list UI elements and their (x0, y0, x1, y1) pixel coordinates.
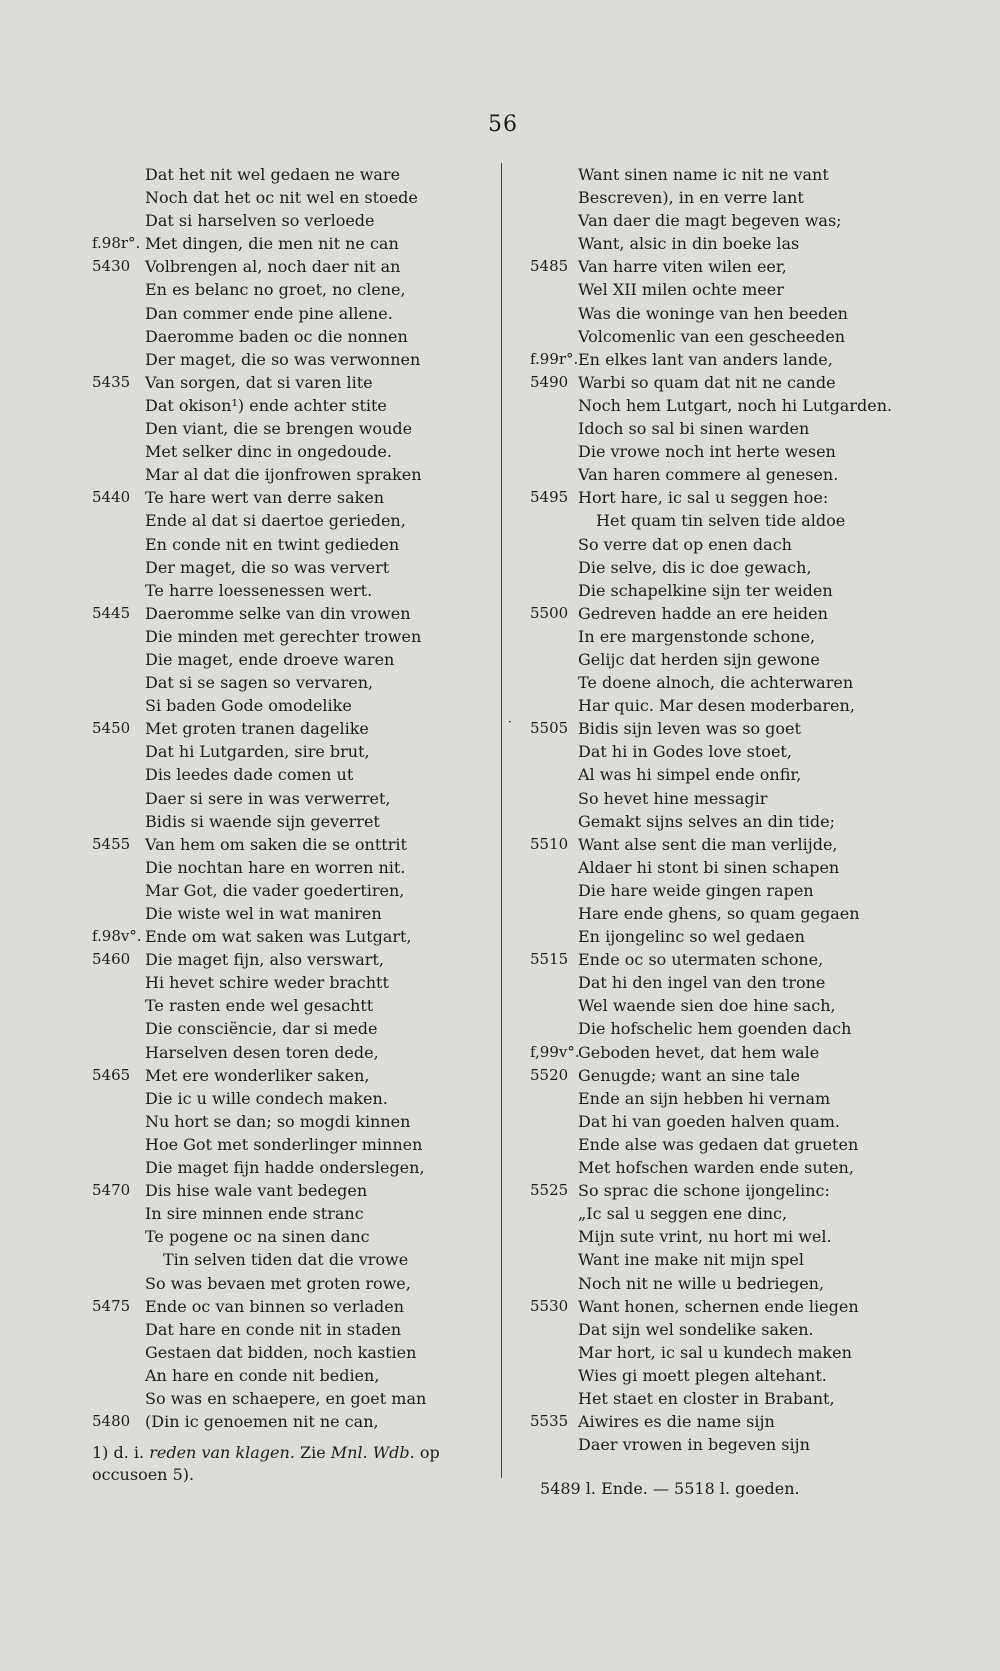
verse-line (512, 163, 982, 186)
verse-text: Dat hare en conde nit in staden (145, 1319, 402, 1339)
verse-text: Mar hort, ic sal u kundech maken (578, 1342, 852, 1362)
verse-line (512, 625, 982, 648)
line-number: 5480 (92, 1412, 131, 1431)
verse-text: Van daer die magt begeven was; (578, 211, 842, 231)
verse-text: Noch hem Lutgart, noch hi Lutgarden. (578, 395, 893, 415)
line-number: f.98r°. (92, 234, 141, 253)
page-number: 56 (488, 112, 518, 137)
verse-text: Met selker dinc in ongedoude. (145, 442, 392, 462)
verse-line (512, 579, 982, 602)
verse-line (512, 556, 982, 579)
verse-text: En es belanc no groet, no clene, (145, 280, 406, 300)
verse-line (512, 810, 982, 833)
verse-text: Die consciëncie, dar si mede (145, 1019, 378, 1039)
verse-line (0, 1272, 480, 1295)
verse-text: Noch dat het oc nit wel en stoede (145, 188, 418, 208)
line-number: 5465 (92, 1065, 131, 1084)
verse-text: Dat hi in Godes love stoet, (578, 742, 792, 762)
verse-line (512, 1433, 982, 1456)
verse-line (0, 787, 480, 810)
verse-line (512, 948, 982, 971)
verse-line (0, 209, 480, 232)
footnote (92, 1442, 482, 1486)
verse-text: Ende an sijn hebben hi vernam (578, 1088, 831, 1108)
verse-line (512, 763, 982, 786)
verse-line (0, 625, 480, 648)
line-number: 5530 (530, 1296, 569, 1315)
verse-line (512, 833, 982, 856)
verse-line (0, 394, 480, 417)
verse-line (512, 902, 982, 925)
verse-line (0, 579, 480, 602)
verse-line (512, 1341, 982, 1364)
verse-text: Ende oc so utermaten schone, (578, 950, 824, 970)
verse-text: Volbrengen al, noch daer nit an (145, 257, 401, 277)
verse-line (0, 856, 480, 879)
verse-text: Wies gi moett plegen altehant. (578, 1365, 827, 1385)
verse-text: Daeromme baden oc die nonnen (145, 326, 408, 346)
verse-line (0, 533, 480, 556)
verse-text: Dis leedes dade comen ut (145, 765, 354, 785)
verse-text: Die schapelkine sijn ter weiden (578, 580, 833, 600)
verse-text: Volcomenlic van een gescheeden (578, 326, 846, 346)
verse-text: Si baden Gode omodelike (145, 696, 352, 716)
verse-line (0, 740, 480, 763)
verse-line (0, 763, 480, 786)
verse-line (512, 787, 982, 810)
verse-line (0, 1110, 480, 1133)
line-number: 5500 (530, 603, 569, 622)
verse-line (0, 602, 480, 625)
margin-mark: · (508, 715, 512, 729)
verse-text: Die maget, ende droeve waren (145, 649, 395, 669)
verse-text: Tin selven tiden dat die vrowe (163, 1250, 409, 1270)
footnote-middle: Zie (299, 1443, 326, 1462)
verse-text: En ijongelinc so wel gedaen (578, 927, 805, 947)
verse-text: (Din ic genoemen nit ne can, (145, 1412, 379, 1432)
verse-text: Wel waende sien doe hine sach, (578, 996, 836, 1016)
verse-line (0, 694, 480, 717)
verse-text: Geboden hevet, dat hem wale (578, 1042, 820, 1062)
verse-line (0, 1364, 480, 1387)
verse-text: Met groten tranen dagelike (145, 719, 369, 739)
verse-line (512, 1179, 982, 1202)
verse-text: Ende om wat saken was Lutgart, (145, 927, 412, 947)
verse-text: Aiwires es die name sijn (578, 1412, 775, 1432)
verse-text: Noch nit ne wille u bedriegen, (578, 1273, 825, 1293)
verse-line (0, 648, 480, 671)
verse-line (0, 994, 480, 1017)
verse-text: Gestaen dat bidden, noch kastien (145, 1342, 417, 1362)
verse-text: Gedreven hadde an ere heiden (578, 603, 828, 623)
verse-text: Te doene alnoch, die achterwaren (578, 673, 854, 693)
verse-text: Bidis si waende sijn geverret (145, 811, 380, 831)
verse-line (512, 1387, 982, 1410)
verse-line (512, 740, 982, 763)
verse-text: Die maget fijn, also verswart, (145, 950, 384, 970)
verse-text: Ende alse was gedaen dat grueten (578, 1134, 859, 1154)
verse-text: Wel XII milen ochte meer (578, 280, 784, 300)
line-number: 5440 (92, 488, 131, 507)
line-number: 5475 (92, 1296, 131, 1315)
verse-text: Nu hort se dan; so mogdi kinnen (145, 1111, 411, 1131)
verse-text: Het staet en closter in Brabant, (578, 1388, 835, 1408)
verse-line (0, 948, 480, 971)
verse-line (512, 1318, 982, 1341)
verse-line (0, 463, 480, 486)
verse-text: Dat hi den ingel van den trone (578, 973, 826, 993)
verse-line (0, 371, 480, 394)
verse-text: Hort hare, ic sal u seggen hoe: (578, 488, 829, 508)
verse-line (512, 278, 982, 301)
verse-line (0, 1179, 480, 1202)
verse-text: Genugde; want an sine tale (578, 1065, 801, 1085)
verse-line (0, 509, 480, 532)
verse-line (0, 278, 480, 301)
line-number: 5450 (92, 719, 131, 738)
verse-text: Die hare weide gingen rapen (578, 880, 814, 900)
verse-line (0, 163, 480, 186)
verse-text: So verre dat op enen dach (578, 534, 792, 554)
verse-text: Die selve, dis ic doe gewach, (578, 557, 812, 577)
footnote-gloss: reden van klagen. (149, 1443, 295, 1462)
verse-text: Daer si sere in was verwerret, (145, 788, 391, 808)
verse-text: Bidis sijn leven was so goet (578, 719, 801, 739)
verse-text: Want alse sent die man verlijde, (578, 834, 838, 854)
line-number: 5510 (530, 834, 569, 853)
verse-line (0, 1156, 480, 1179)
verse-line (512, 533, 982, 556)
verse-line (0, 671, 480, 694)
verse-text: Mijn sute vrint, nu hort mi wel. (578, 1227, 832, 1247)
verse-text: Dat sijn wel sondelike saken. (578, 1319, 814, 1339)
verse-text: An hare en conde nit bedien, (145, 1365, 380, 1385)
verse-line (0, 1248, 480, 1271)
verse-line (512, 879, 982, 902)
verse-line (0, 1387, 480, 1410)
verse-line (512, 1133, 982, 1156)
verse-text: Want ine make nit mijn spel (578, 1250, 804, 1270)
verse-text: Met dingen, die men nit ne can (145, 234, 399, 254)
verse-text: Die vrowe noch int herte wesen (578, 442, 836, 462)
verse-text: Daer vrowen in begeven sijn (578, 1435, 810, 1455)
verse-text: Warbi so quam dat nit ne cande (578, 372, 836, 392)
footnote-reference: Mnl. Wdb. (330, 1443, 415, 1462)
verse-line (0, 1341, 480, 1364)
verse-text: Het quam tin selven tide aldoe (596, 511, 846, 531)
verse-line (512, 209, 982, 232)
verse-line (512, 1041, 982, 1064)
verse-text: In sire minnen ende stranc (145, 1204, 364, 1224)
verse-text: Want, alsic in din boeke las (578, 234, 800, 254)
verse-line (512, 971, 982, 994)
verse-text: Die maget fijn hadde onderslegen, (145, 1158, 425, 1178)
verse-line (0, 556, 480, 579)
column-divider (501, 163, 502, 1478)
verse-line (512, 694, 982, 717)
verse-text: Dat si harselven so verloede (145, 211, 375, 231)
verse-line (512, 232, 982, 255)
verse-text: Ende al dat si daertoe gerieden, (145, 511, 406, 531)
line-number: 5470 (92, 1181, 131, 1200)
verse-text: Gelijc dat herden sijn gewone (578, 649, 820, 669)
verse-text: Die hofschelic hem goenden dach (578, 1019, 852, 1039)
verse-text: Want honen, schernen ende liegen (578, 1296, 859, 1316)
line-number: 5515 (530, 950, 569, 969)
verse-line (0, 1318, 480, 1341)
line-number: 5460 (92, 950, 131, 969)
line-number: 5455 (92, 834, 131, 853)
footnote-marker: 1) d. i. (92, 1443, 145, 1462)
verse-text: Te hare wert van derre saken (145, 488, 385, 508)
verse-line (512, 1248, 982, 1271)
verse-line (0, 417, 480, 440)
verse-text: Die wiste wel in wat maniren (145, 904, 382, 923)
verse-text: Der maget, die so was ververt (145, 557, 390, 577)
textual-variants: 5489 l. Ende. — 5518 l. goeden. (540, 1479, 800, 1498)
verse-line (0, 1295, 480, 1318)
verse-text: Dat hi Lutgarden, sire brut, (145, 742, 370, 762)
verse-text: Idoch so sal bi sinen warden (578, 419, 810, 439)
verse-line (512, 486, 982, 509)
verse-text: In ere margenstonde schone, (578, 626, 816, 646)
verse-line (0, 325, 480, 348)
verse-text: Die ic u wille condech maken. (145, 1088, 388, 1108)
verse-line (0, 1041, 480, 1064)
verse-line (512, 648, 982, 671)
verse-line (512, 1110, 982, 1133)
verse-text: Den viant, die se brengen woude (145, 419, 413, 439)
verse-line (512, 1202, 982, 1225)
verse-text: Die minden met gerechter trowen (145, 626, 422, 646)
verse-text: „Ic sal u seggen ene dinc, (578, 1204, 788, 1224)
verse-text: Van hem om saken die se onttrit (145, 834, 407, 854)
verse-text: So sprac die schone ijongelinc: (578, 1181, 830, 1201)
line-number: 5490 (530, 372, 569, 391)
line-number: 5525 (530, 1181, 569, 1200)
verse-line (0, 440, 480, 463)
verse-text: Dat hi van goeden halven quam. (578, 1111, 841, 1131)
verse-line (512, 602, 982, 625)
verse-line (512, 1225, 982, 1248)
verse-text: Daeromme selke van din vrowen (145, 603, 411, 623)
verse-text: Gemakt sijns selves an din tide; (578, 811, 835, 831)
verse-text: Want sinen name ic nit ne vant (578, 165, 829, 184)
verse-line (0, 833, 480, 856)
verse-line (512, 1272, 982, 1295)
verse-text: Hare ende ghens, so quam gegaen (578, 904, 860, 923)
verse-line (0, 486, 480, 509)
verse-line (0, 879, 480, 902)
verse-line (512, 1410, 982, 1433)
verse-text: Dat okison¹) ende achter stite (145, 395, 387, 415)
verse-line (0, 302, 480, 325)
verse-line (512, 1064, 982, 1087)
verse-text: So was bevaen met groten rowe, (145, 1273, 411, 1293)
verse-line (0, 1410, 480, 1433)
verse-line (512, 509, 982, 532)
verse-text: Aldaer hi stont bi sinen schapen (578, 857, 840, 877)
line-number: 5495 (530, 488, 569, 507)
line-number: 5435 (92, 372, 131, 391)
verse-line (0, 1202, 480, 1225)
verse-line (512, 671, 982, 694)
line-number: 5445 (92, 603, 131, 622)
verse-line (512, 417, 982, 440)
verse-text: Dan commer ende pine allene. (145, 303, 393, 323)
verse-text: Der maget, die so was verwonnen (145, 349, 421, 369)
verse-text: Ende oc van binnen so verladen (145, 1296, 405, 1316)
verse-line (512, 1017, 982, 1040)
verse-text: Hi hevet schire weder brachtt (145, 973, 389, 993)
verse-line (0, 232, 480, 255)
verse-text: Met hofschen warden ende suten, (578, 1158, 854, 1178)
verse-line (512, 925, 982, 948)
verse-line (0, 1225, 480, 1248)
verse-text: Bescreven), in en verre lant (578, 188, 804, 208)
verse-line (512, 302, 982, 325)
verse-line (0, 1133, 480, 1156)
line-number: 5485 (530, 257, 569, 276)
verse-text: Was die woninge van hen beeden (578, 303, 848, 323)
verse-text: So was en schaepere, en goet man (145, 1388, 427, 1408)
line-number: 5430 (92, 257, 131, 276)
line-number: f.98v°. (92, 927, 142, 946)
verse-line (512, 1087, 982, 1110)
verse-line (0, 1087, 480, 1110)
verse-text: Har quic. Mar desen moderbaren, (578, 696, 855, 716)
line-number: f,99v°. (530, 1042, 580, 1061)
verse-text: Al was hi simpel ende onfir, (578, 765, 802, 785)
verse-line (0, 186, 480, 209)
verse-text: Mar Got, die vader goedertiren, (145, 880, 405, 900)
verse-line (512, 856, 982, 879)
verse-line (512, 440, 982, 463)
verse-line (512, 186, 982, 209)
line-number: 5520 (530, 1065, 569, 1084)
verse-text: Van harre viten wilen eer, (578, 257, 787, 277)
verse-text: Dis hise wale vant bedegen (145, 1181, 368, 1201)
verse-text: Te rasten ende wel gesachtt (145, 996, 374, 1016)
verse-line (0, 925, 480, 948)
verse-line (512, 1295, 982, 1318)
verse-line (512, 255, 982, 278)
verse-text: Te harre loessenessen wert. (145, 580, 373, 600)
verse-text: Van sorgen, dat si varen lite (145, 372, 373, 392)
verse-text: En conde nit en twint gedieden (145, 534, 400, 554)
verse-line (512, 371, 982, 394)
verse-line (0, 971, 480, 994)
verse-line (512, 1156, 982, 1179)
verse-line (512, 394, 982, 417)
verse-text: Van haren commere al genesen. (578, 465, 839, 485)
verse-text: Die nochtan hare en worren nit. (145, 857, 406, 877)
line-number: 5505 (530, 719, 569, 738)
verse-text: Mar al dat die ijonfrowen spraken (145, 465, 422, 485)
verse-text: Met ere wonderliker saken, (145, 1065, 370, 1085)
verse-line (512, 994, 982, 1017)
verse-text: Hoe Got met sonderlinger minnen (145, 1134, 423, 1154)
verse-line (0, 1064, 480, 1087)
footnote-tail: op occusoen 5). (92, 1443, 440, 1484)
verse-line (0, 255, 480, 278)
verse-line (512, 463, 982, 486)
verse-line (512, 717, 982, 740)
verse-text: So hevet hine messagir (578, 788, 768, 808)
verse-text: Te pogene oc na sinen danc (145, 1227, 370, 1247)
verse-line (0, 902, 480, 925)
verse-line (512, 325, 982, 348)
verse-line (512, 1364, 982, 1387)
verse-line (0, 717, 480, 740)
verse-text: Harselven desen toren dede, (145, 1042, 379, 1062)
verse-line (0, 1017, 480, 1040)
verse-line (0, 810, 480, 833)
verse-line (0, 348, 480, 371)
verse-text: En elkes lant van anders lande, (578, 349, 833, 369)
right-column (512, 163, 982, 1456)
line-number: f.99r°. (530, 349, 579, 368)
verse-text: Dat si se sagen so vervaren, (145, 673, 374, 693)
verse-text: Dat het nit wel gedaen ne ware (145, 165, 401, 184)
line-number: 5535 (530, 1412, 569, 1431)
left-column (0, 163, 480, 1433)
verse-line (512, 348, 982, 371)
